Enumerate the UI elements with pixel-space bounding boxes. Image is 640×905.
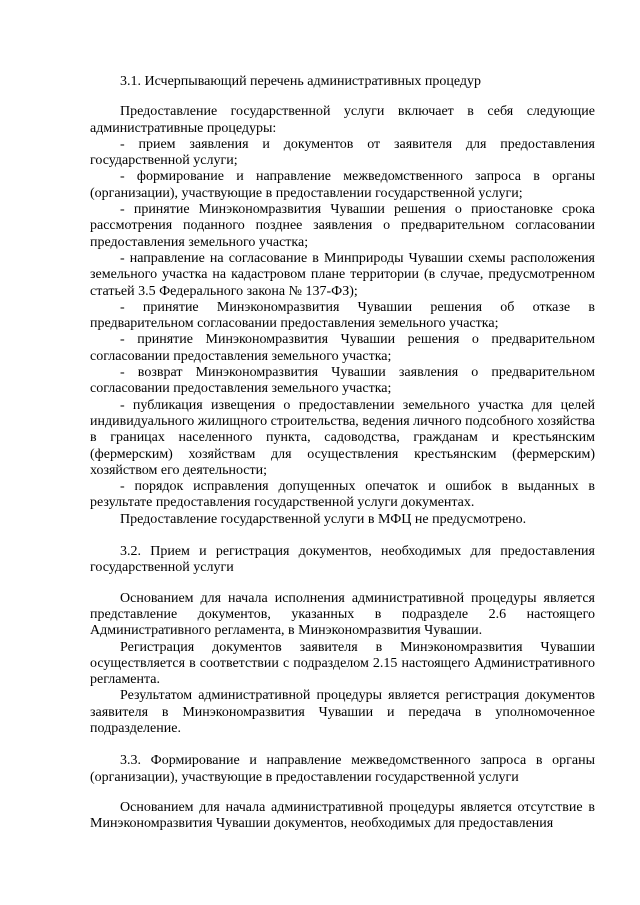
section-heading: 3.2. Прием и регистрация документов, необходимых для предоставления государственной услуги: [90, 544, 595, 576]
procedure-item: - прием заявления и документов от заявителя для предоставления государственной услуги;: [90, 136, 595, 169]
document-body: [90, 74, 595, 832]
section-heading: 3.1. Исчерпывающий перечень административных процедур: [120, 74, 482, 89]
procedure-item: - возврат Минэкономразвития Чувашии заявления о предварительном согласовании предоставления земельного участка;: [90, 365, 595, 397]
procedure-item: - порядок исправления допущенных опечаток и ошибок в выданных в результате предоставления государственной услуги документах.: [90, 479, 595, 511]
section-intro: Предоставление государственной услуги включает в себя следующие административные процедуры:: [90, 104, 595, 136]
procedure-item: - принятие Минэкономразвития Чувашии решения об отказе в предварительном согласовании предоставления земельного участка;: [90, 299, 595, 332]
procedure-item: - публикация извещения о предоставлении земельного участка для целей индивидуального жилищного строительства, ведения личного подсобного хозяйства в границах населенного пункта, садоводства, гражданам и крестьянским (фермерским) хозяйствам для осуществления крестьянским (фермерским) хозяйством его деятельности;: [90, 397, 595, 478]
section-spacer: [90, 528, 595, 544]
procedure-item: - принятие Минэкономразвития Чувашии решения о приостановке срока рассмотрения поданного позднее заявления о предварительном согласовании предоставления земельного участка;: [90, 202, 595, 250]
procedure-item: - направление на согласование в Минприроды Чувашии схемы расположения земельного участка на кадастровом плане территории (в случае, предусмотренном статьей 3.5 Федерального закона № 137-ФЗ);: [90, 250, 595, 299]
paragraph: Регистрация документов заявителя в Минэкономразвития Чувашии осуществляется в соответствии с подразделом 2.15 настоящего Административного регламента.: [90, 639, 595, 688]
section-note: Предоставление государственной услуги в МФЦ не предусмотрено.: [120, 511, 527, 527]
procedure-item: - принятие Минэкономразвития Чувашии решения о предварительном согласовании предоставления земельного участка;: [90, 332, 595, 364]
section-heading: 3.3. Формирование и направление межведомственного запроса в органы (организации), участвующие в предоставлении государственной услуги: [90, 753, 595, 785]
section-spacer: [90, 737, 595, 753]
paragraph: Результатом административной процедуры является регистрация документов заявителя в Минэкономразвития Чувашии и передача в уполномоченное подразделение.: [90, 688, 595, 736]
procedure-item: - формирование и направление межведомственного запроса в органы (организации), участвующие в предоставлении государственной услуги;: [90, 169, 595, 201]
paragraph: Основанием для начала административной процедуры является отсутствие в Минэкономразвития Чувашии документов, необходимых для предоставления: [90, 799, 595, 832]
paragraph: Основанием для начала исполнения административной процедуры является представление документов, указанных в подразделе 2.6 настоящего Административного регламента, в Минэкономразвития Чувашии.: [90, 590, 595, 639]
